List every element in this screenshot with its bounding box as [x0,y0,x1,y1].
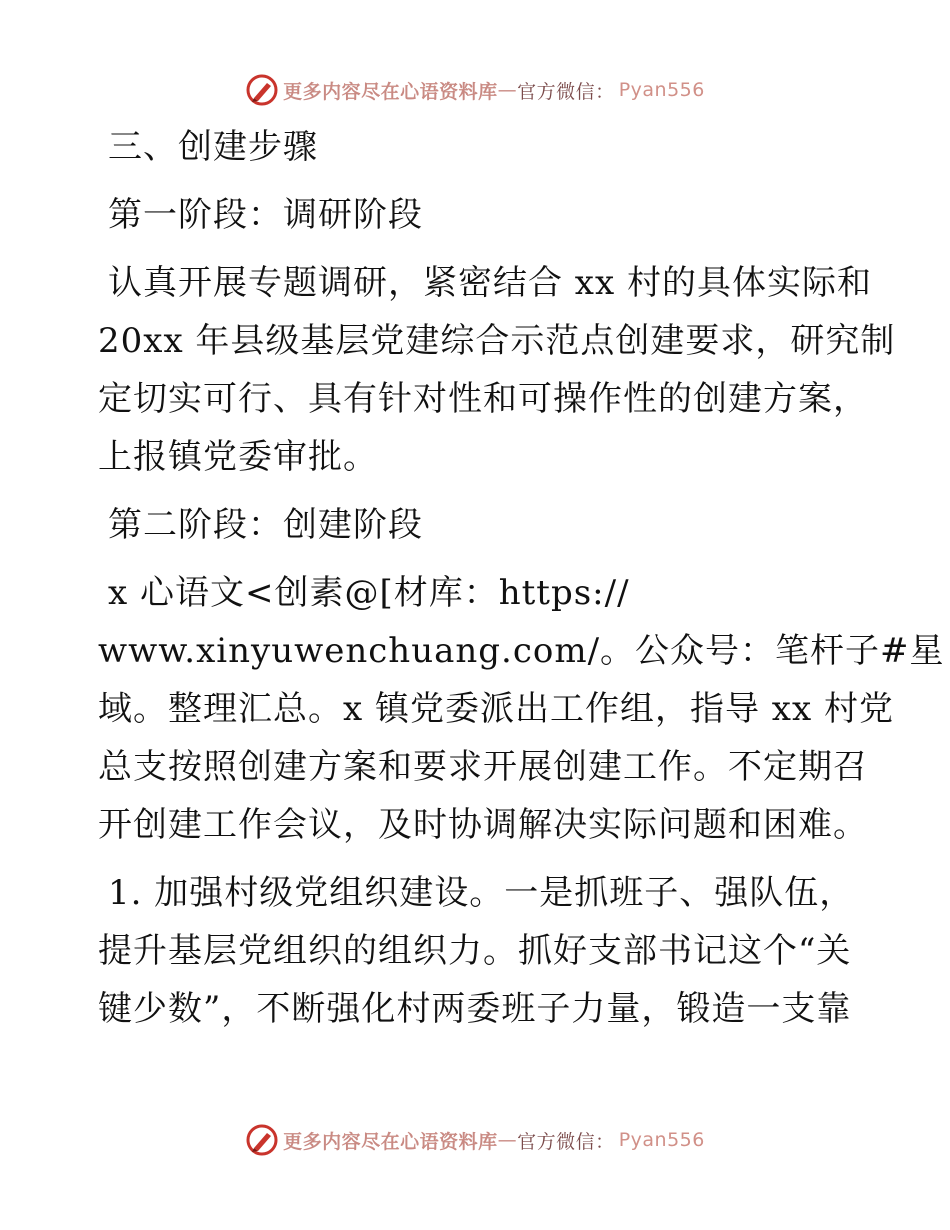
stage2-paragraph [98,564,945,854]
banner-sub-text: 官方微信： [517,80,615,103]
paragraph-line: 1. 加强村级党组织建设。一是抓班子、强队伍， [108,873,855,913]
header-watermark-banner [0,70,950,110]
paragraph-line: x 心语文<创素@[材库：https:// [108,573,630,613]
paragraph-line: 提升基层党组织的组织力。抓好支部书记这个“关 [98,931,852,971]
banner-wechat-id: Pyan556 [618,1129,705,1151]
paragraph-line: 开创建工作会议，及时协调解决实际问题和困难。 [98,805,868,845]
banner-dash: — [497,79,518,101]
stage1-paragraph [98,254,896,486]
paragraph-line: 认真开展专题调研，紧密结合 xx 村的具体实际和 [108,263,872,303]
section-heading: 三、创建步骤 [108,127,318,167]
banner-main-text: 更多内容尽在心语资料库 [283,1130,498,1153]
banner-wechat-id: Pyan556 [618,79,705,101]
paragraph-line: 域。整理汇总。x 镇党委派出工作组，指导 xx 村党 [98,689,894,729]
stage2-title: 第二阶段：创建阶段 [108,505,423,545]
pen-logo-icon [245,73,279,107]
footer-watermark-banner [0,1120,950,1160]
pen-logo-icon [245,1123,279,1157]
item1-paragraph [98,864,858,1038]
paragraph-line: 键少数”，不断强化村两委班子力量，锻造一支靠 [98,989,852,1029]
paragraph-line: 20xx 年县级基层党建综合示范点创建要求，研究制 [98,321,896,361]
banner-sub-text: 官方微信： [517,1130,615,1153]
paragraph-line: 总支按照创建方案和要求开展创建工作。不定期召 [98,747,868,787]
paragraph-line: 定切实可行、具有针对性和可操作性的创建方案， [98,379,868,419]
banner-dash: — [497,1129,518,1151]
paragraph-line: www.xinyuwenchuang.com/。公众号：笔杆子#星 [98,631,945,671]
banner-main-text: 更多内容尽在心语资料库 [283,80,498,103]
paragraph-line: 上报镇党委审批。 [98,437,378,477]
document-body [98,118,945,1038]
stage1-title: 第一阶段：调研阶段 [108,195,423,235]
